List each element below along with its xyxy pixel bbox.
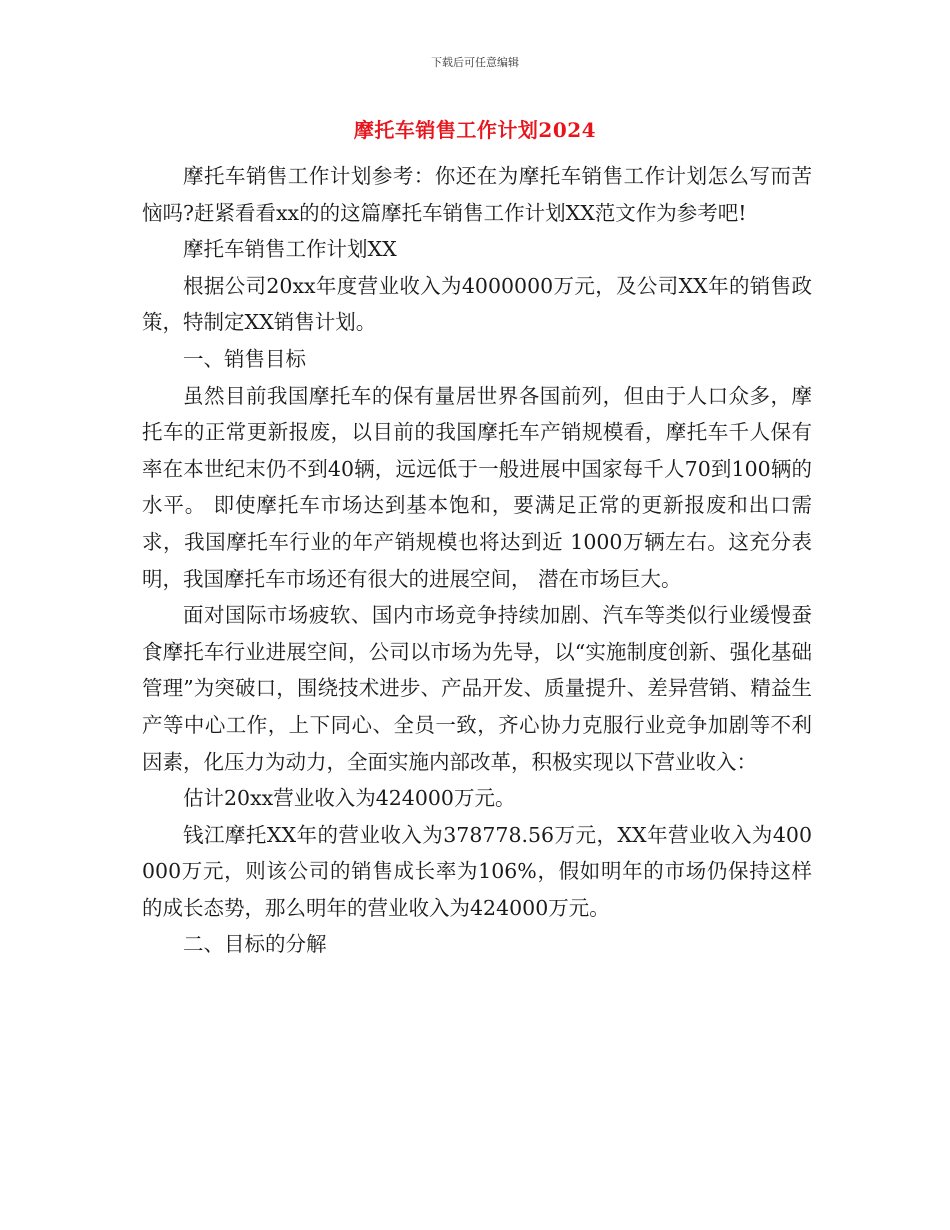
document-body [142, 158, 812, 963]
section-heading-sales-target: 一、销售目标 [183, 346, 306, 371]
plan-heading: 摩托车销售工作计划XX [183, 237, 397, 262]
header-note: 下载后可任意编辑 [431, 56, 519, 69]
intro-paragraph: 摩托车销售工作计划参考：你还在为摩托车销售工作计划怎么写而苦恼吗?赶紧看看xx的的这篇摩托车销售工作计划XX范文作为参考吧! [142, 164, 812, 225]
section-heading-target-breakdown: 二、目标的分解 [183, 932, 327, 957]
strategy-paragraph: 面对国际市场疲软、国内市场竞争持续加剧、汽车等类似行业缓慢蚕食摩托车行业进展空间，公司以市场为先导，以“实施制度创新、强化基础管理”为突破口，围绕技术进步、产品开发、质量提升、差异营销、精益生产等中心工作，上下同心、全员一致，齐心协力克服行业竞争加剧等不利因素，化压力为动力，全面实施内部改革，积极实现以下营业收入： [142, 603, 812, 774]
estimate-paragraph: 估计20xx营业收入为424000万元。 [183, 786, 516, 811]
basis-paragraph: 根据公司20xx年度营业收入为4000000万元，及公司XX年的销售政策，特制定XX销售计划。 [142, 273, 812, 335]
growth-paragraph: 钱江摩托XX年的营业收入为378778.56万元，XX年营业收入为400000万元，则该公司的销售成长率为106%，假如明年的市场仍保持这样的成长态势，那么明年的营业收入为424000万元。 [142, 822, 812, 920]
market-paragraph: 虽然目前我国摩托车的保有量居世界各国前列，但由于人口众多，摩托车的正常更新报废，以目前的我国摩托车产销规模看，摩托车千人保有率在本世纪末仍不到40辆，远远低于一般进展中国家每千人70到100辆的水平。 即使摩托车市场达到基本饱和，要满足正常的更新报废和出口需求，我国摩托车行业的年产销规模也将达到近 1000万辆左右。这充分表明，我国摩托车市场还有很大的进展空间， 潜在市场巨大。 [142, 383, 812, 591]
document-title: 摩托车销售工作计划2024 [353, 118, 597, 142]
